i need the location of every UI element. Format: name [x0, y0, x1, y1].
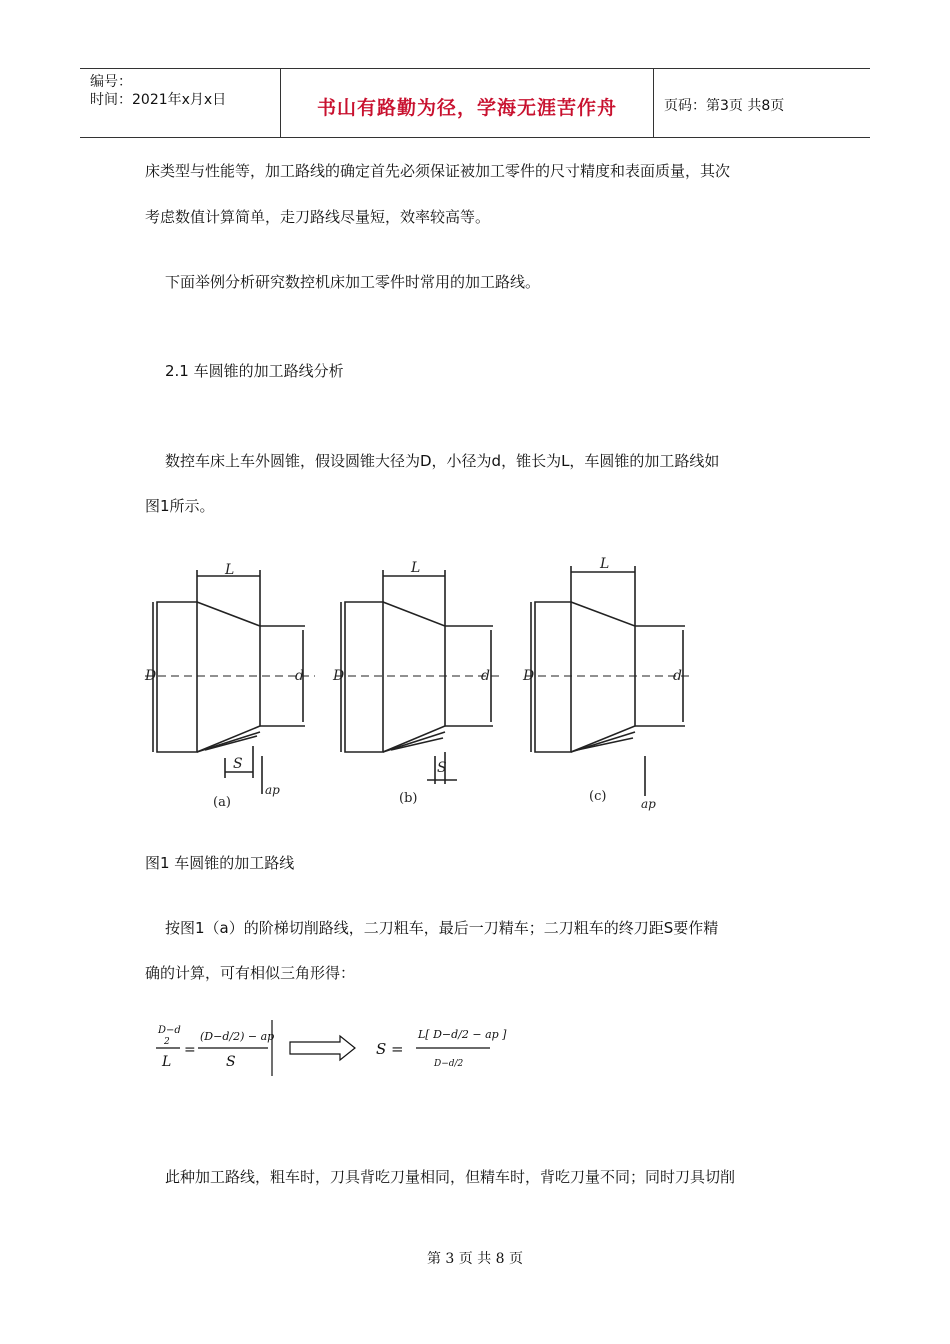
- formula-similar-triangles: [150, 1018, 507, 1080]
- header-motto-cell: [281, 69, 654, 137]
- paragraph-line: 确的计算，可有相似三角形得：: [145, 964, 356, 982]
- paragraph-line: 此种加工路线，粗车时，刀具背吃刀量相同，但精车时，背吃刀量不同；同时刀具切削: [165, 1168, 736, 1186]
- paragraph-line: 图1所示。: [145, 497, 215, 515]
- label-S-a: S: [233, 756, 243, 772]
- formula-mid-num: (D−d/2) − ap: [200, 1030, 275, 1043]
- formula-rhs-lhs: S =: [376, 1040, 404, 1058]
- motto: 书山有路勤为径，学海无涯苦作舟: [316, 97, 617, 119]
- paragraph-line: 按图1（a）的阶梯切削路线，二刀粗车，最后一刀精车；二刀粗车的终刀距S要作精: [165, 919, 719, 937]
- section-title: 2.1 车圆锥的加工路线分析: [165, 362, 344, 380]
- paragraph-line: 考虑数值计算简单，走刀路线尽量短，效率较高等。: [145, 208, 491, 226]
- formula-left-num-top: D−d: [158, 1025, 181, 1036]
- label-L-c: L: [600, 556, 610, 572]
- label-d-b: d: [481, 668, 490, 684]
- label-d-c: d: [673, 668, 682, 684]
- formula-eq: =: [184, 1042, 196, 1058]
- formula-rhs-num: L[ D−d/2 − ap ]: [418, 1028, 507, 1041]
- label-D-c: D: [523, 668, 535, 684]
- formula-rhs-den: D−d/2: [434, 1059, 464, 1069]
- header-meta-cell: [80, 69, 281, 137]
- cone-turning-figure: [145, 556, 690, 814]
- page-footer: 第 3 页 共 8 页: [426, 1251, 524, 1267]
- formula-left-den: L: [162, 1054, 172, 1070]
- formula-left-num-bot: 2: [164, 1037, 170, 1047]
- label-S-b: S: [437, 760, 447, 776]
- label-L-a: L: [225, 562, 235, 578]
- paragraph-line: 数控车床上车外圆锥，假设圆锥大径为D，小径为d，锥长为L，车圆锥的加工路线如: [165, 452, 720, 470]
- label-d-a: d: [295, 668, 304, 684]
- label-ap-c: ap: [641, 797, 656, 811]
- formula-mid-den: S: [226, 1054, 236, 1070]
- label-ap-a: ap: [265, 783, 280, 797]
- label-D-b: D: [333, 668, 345, 684]
- label-L-b: L: [411, 560, 421, 576]
- page-info: 页码：第3页 共8页: [664, 98, 785, 114]
- serial-label: 编号：: [90, 74, 132, 90]
- label-D-a: D: [145, 668, 157, 684]
- label-c: (c): [589, 789, 607, 804]
- figure-caption: 图1 车圆锥的加工路线: [145, 854, 295, 872]
- paragraph-line: 床类型与性能等，加工路线的确定首先必须保证被加工零件的尺寸精度和表面质量，其次: [145, 162, 731, 180]
- header-page-cell: [654, 69, 870, 137]
- paragraph-line: 下面举例分析研究数控机床加工零件时常用的加工路线。: [165, 273, 541, 291]
- date-label: 时间：2021年x月x日: [90, 92, 227, 108]
- label-a: (a): [213, 795, 231, 810]
- label-b: (b): [399, 791, 418, 806]
- header-table: [80, 68, 870, 138]
